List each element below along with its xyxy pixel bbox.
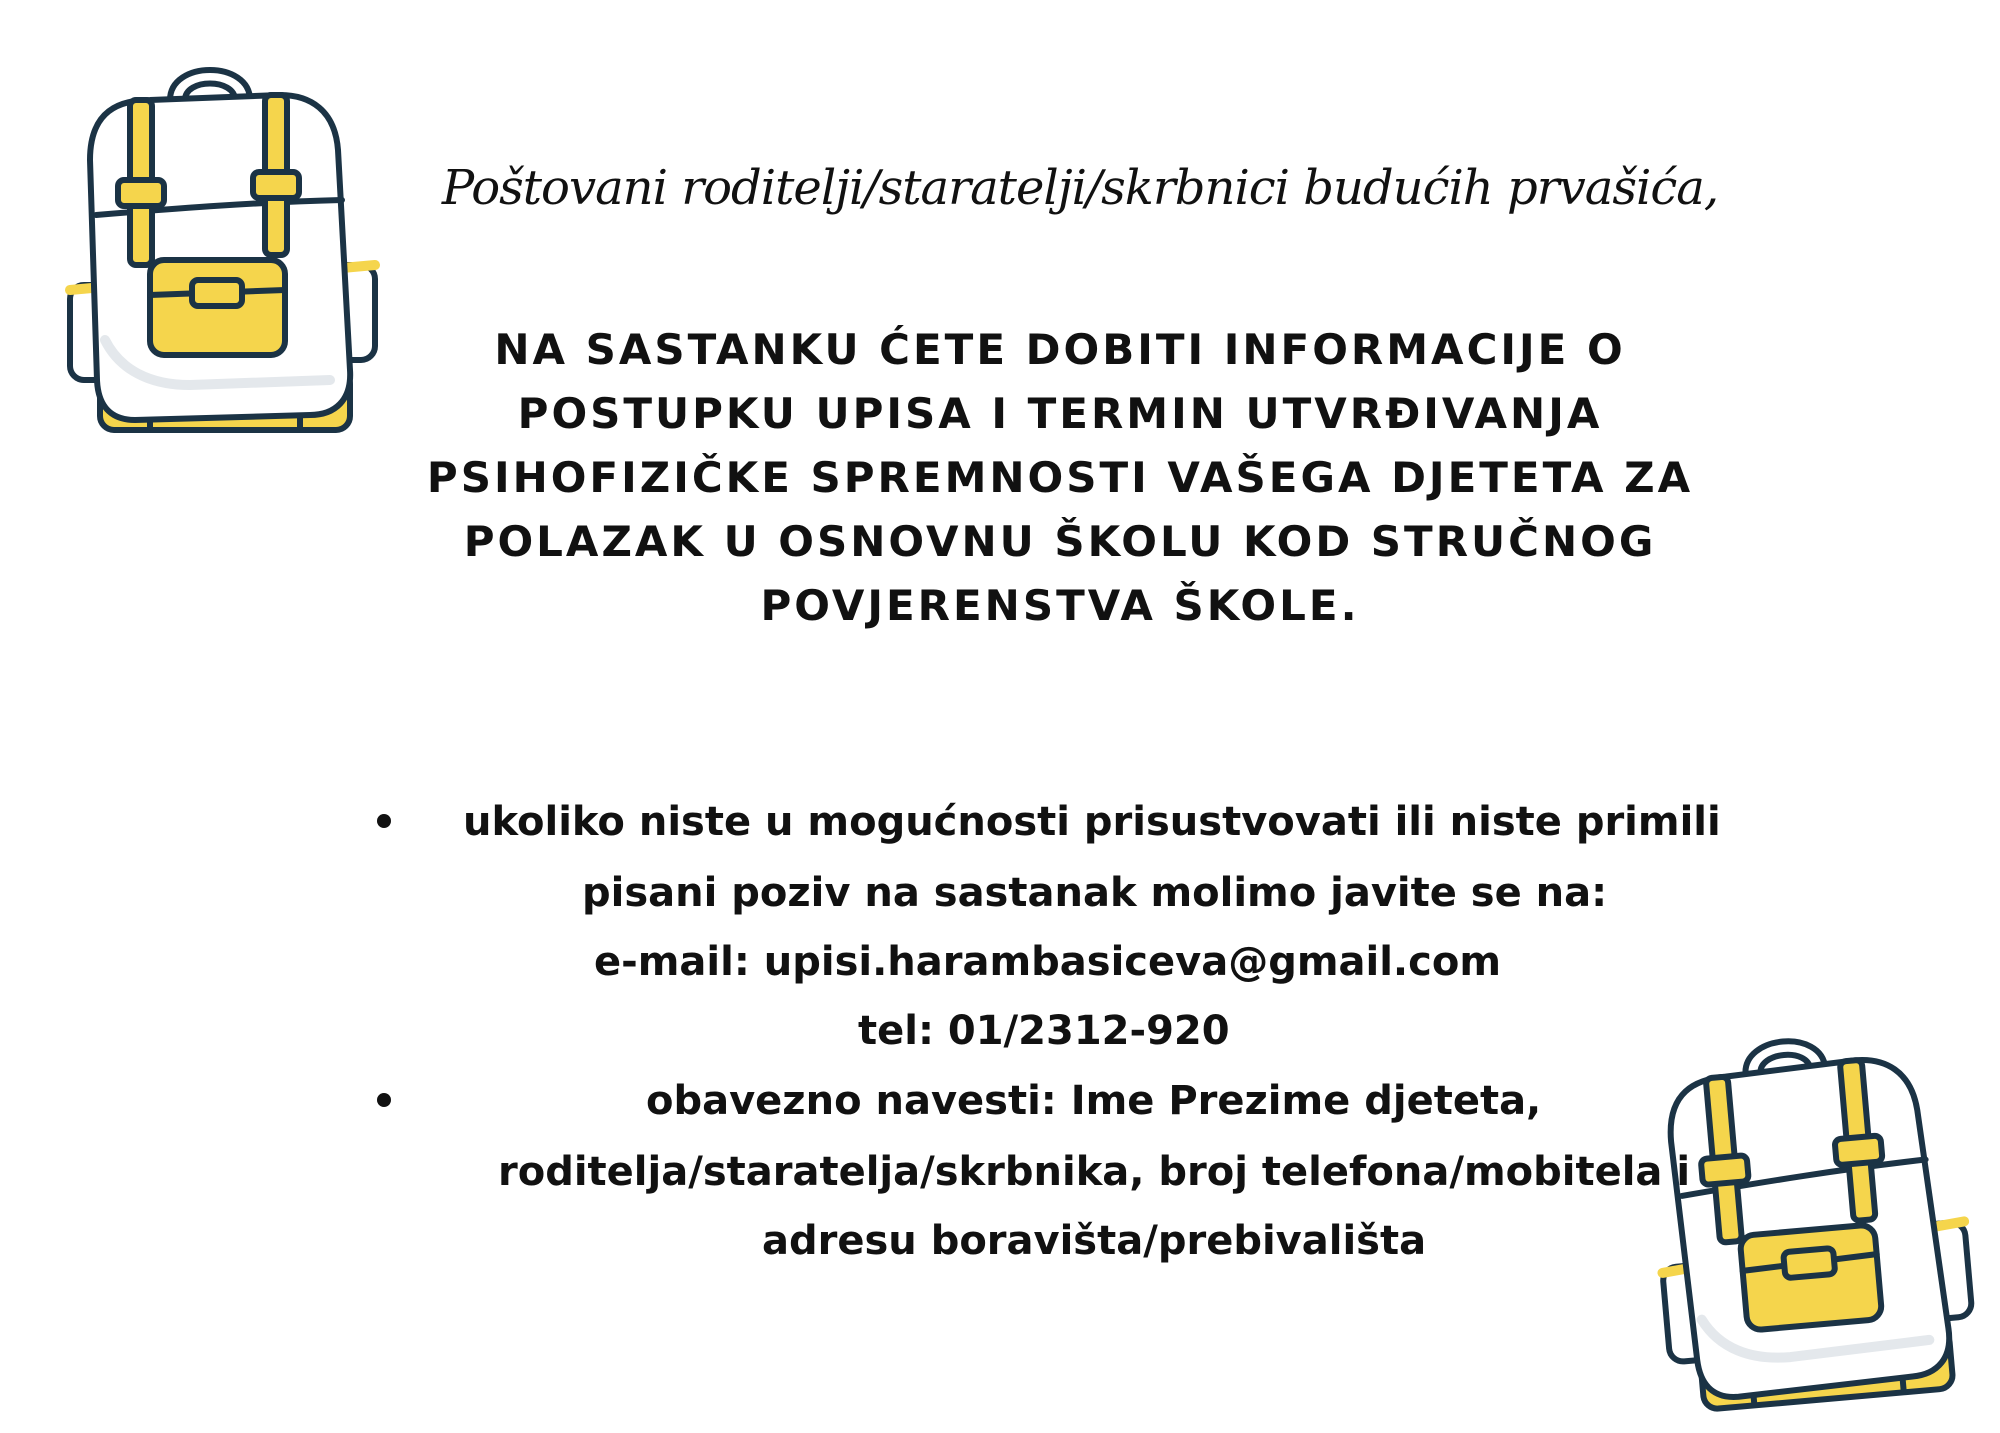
- bullet2-line2: roditelja/staratelja/skrbnika, broj telefona/mobitela i: [498, 1149, 1691, 1195]
- headline: [330, 318, 1790, 638]
- headline-line: POVJERENSTVA ŠKOLE.: [760, 581, 1360, 630]
- bullet1-line1: ukoliko niste u mogućnosti prisustvovati ili niste primili: [463, 799, 1721, 845]
- greeting-text: Poštovani roditelji/staratelji/skrbnici budućih prvašića,: [441, 160, 1719, 216]
- bullet2-line3: adresu boravišta/prebivališta: [762, 1218, 1427, 1264]
- bullet1-line2: pisani poziv na sastanak molimo javite se na:: [582, 870, 1608, 916]
- email-line: e-mail: upisi.harambasiceva@gmail.com: [594, 939, 1501, 985]
- bullet-icon: [377, 1093, 391, 1107]
- headline-line: NA SASTANKU ĆETE DOBITI INFORMACIJE O: [494, 325, 1626, 374]
- backpack-icon: [1631, 997, 1986, 1433]
- bullet2-line1: obavezno navesti: Ime Prezime djeteta,: [646, 1078, 1542, 1124]
- headline-line: PSIHOFIZIČKE SPREMNOSTI VAŠEGA DJETETA ZA: [426, 453, 1694, 502]
- headline-line: POLAZAK U OSNOVNU ŠKOLU KOD STRUČNOG: [463, 517, 1657, 566]
- bullet-icon: [377, 814, 391, 828]
- tel-line: tel: 01/2312-920: [858, 1008, 1230, 1054]
- headline-line: POSTUPKU UPISA I TERMIN UTVRĐIVANJA: [517, 389, 1603, 438]
